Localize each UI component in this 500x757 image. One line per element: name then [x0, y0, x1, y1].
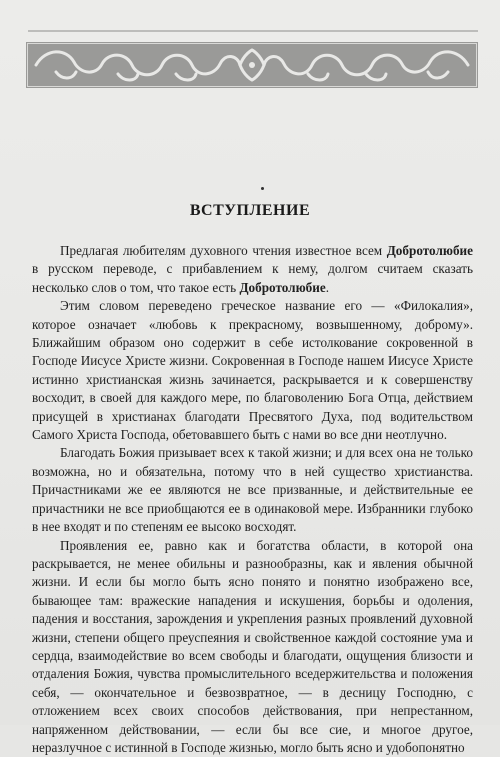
- ornament-band-icon: [26, 42, 478, 88]
- chapter-heading: ВСТУПЛЕНИЕ: [0, 202, 500, 220]
- text-span: в русском переводе, с прибавлением к нему, долгом считаем сказать несколько слов о том, что такое есть: [32, 261, 473, 294]
- header-rule: [28, 30, 478, 32]
- body-text: [32, 242, 473, 757]
- paragraph-4: Проявления ее, равно как и богатства области, в которой она раскрывается, не менее обильны и разнообразны, как и явления обычной жизни. И если бы могло быть ясно понято и понятно изображено все, бывающее там: вражеские нападения и искушения, борьбы и одоления, падения и восстания, зарождения и укрепления разных проявлений духовной жизни, степени общего преуспеяния и свойственное каждой состояние ума и сердца, взаимодействие во всем свободы и благодати, ощущения близости и отдаления Божия, чувства промыслительного вседержительства и положения себя, — окончательное и безвозвратное, — в десницу Господню, с отложением всех своих способов действования, при непрестанном, напряженном действовании, — если бы все сие, и многое другое, неразлучное с истинной в Господе жизнью, могло быть ясно и удобопонятно: [32, 537, 473, 757]
- bold-term: Добротолюбие: [387, 243, 473, 258]
- text-span: .: [326, 280, 329, 295]
- paragraph-2: Этим словом переведено греческое название его — «Филокалия», которое означает «любовь к прекрасному, возвышенному, доброму». Ближайшим образом оно содержит в себе истолкование сокровенной в Господе Иисусе Христе жизни. Сокровенная в Господе нашем Иисусе Христе истинно христианская жизнь зачинается, раскрывается и к совершенству восходит, в своей для каждого мере, по благоволению Бога Отца, действием присущей в христианах благодати Пресвятого Духа, под водительством Самого Христа Господа, обетовавшего быть с нами во все дни неотлучно.: [32, 297, 473, 444]
- paragraph-3: Благодать Божия призывает всех к такой жизни; и для всех она не только возможна, но и обязательна, потому что в ней существо христианства. Причастниками же ее являются не все призванные, и действительные ее причастники не все приобщаются ее в одинаковой мере. Избранники глубоко в нее входят и по степеням ее высоко восходят.: [32, 444, 473, 536]
- bold-term: Добротолюбие: [239, 280, 325, 295]
- text-span: Предлагая любителям духовного чтения известное всем: [60, 243, 387, 258]
- center-dot: [261, 187, 264, 190]
- paragraph-1: [32, 242, 473, 297]
